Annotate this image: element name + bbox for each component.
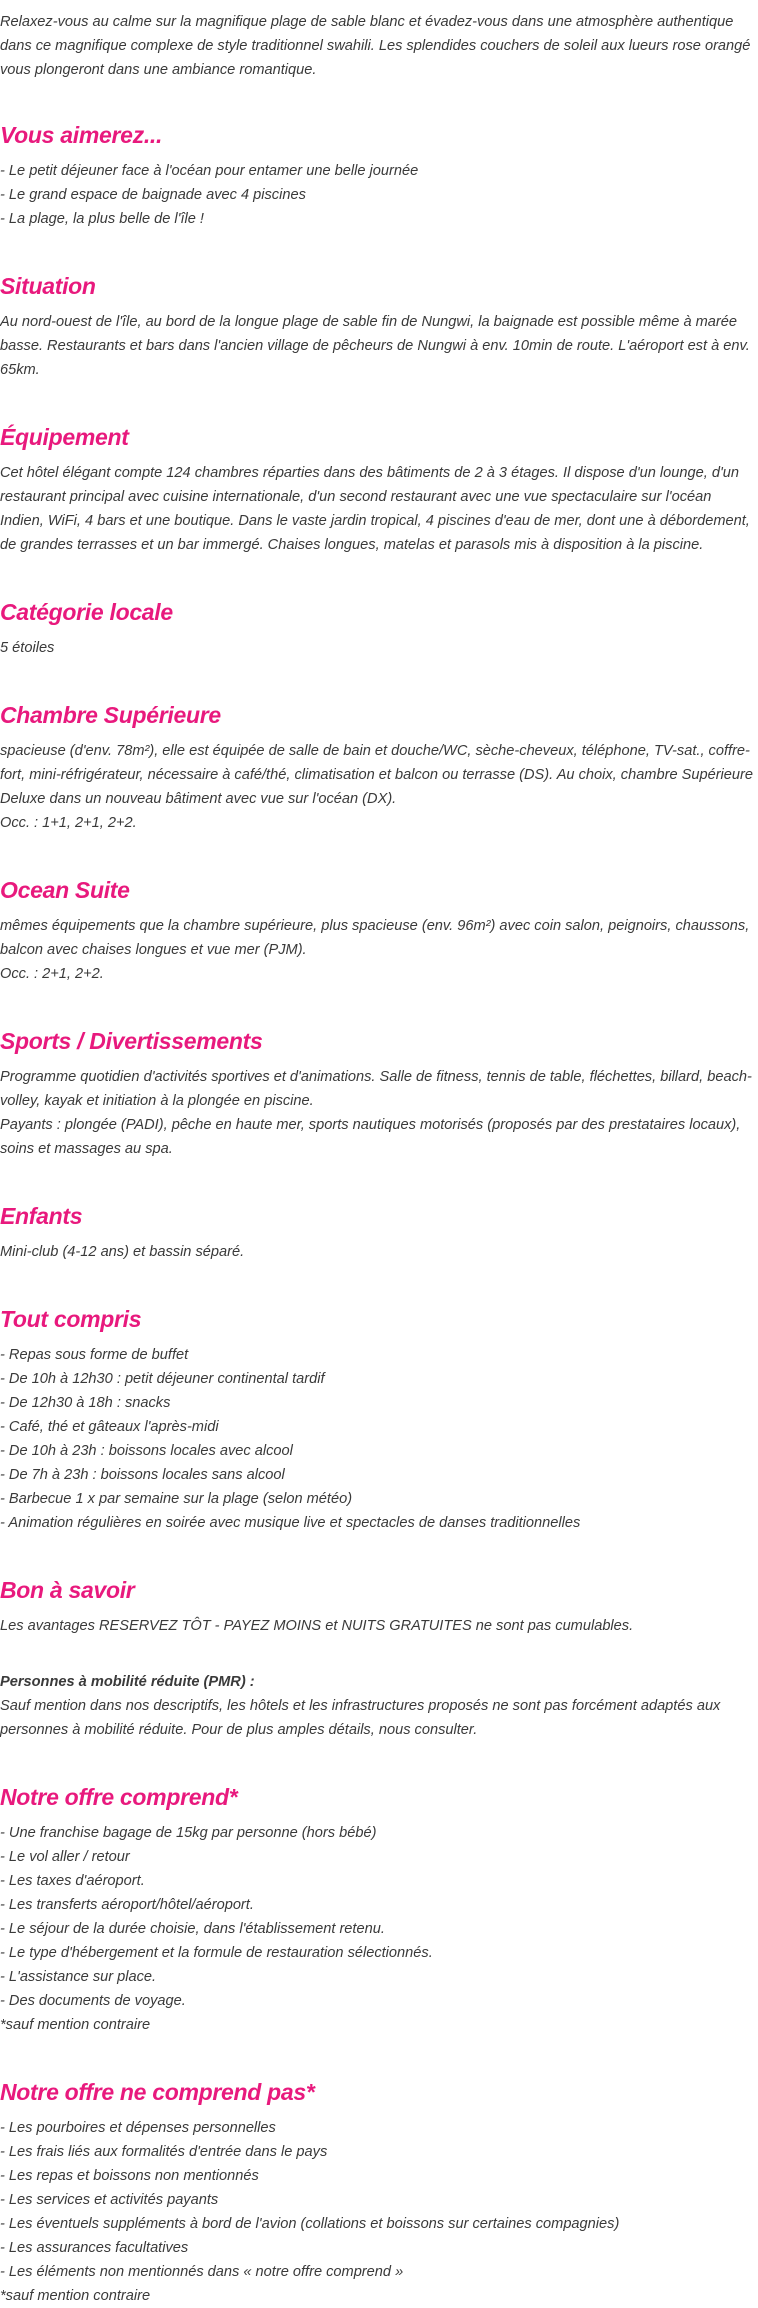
list-item: - De 7h à 23h : boissons locales sans alcool bbox=[0, 1467, 285, 1483]
vous-aimerez-list bbox=[0, 159, 758, 231]
section-equipement bbox=[0, 422, 758, 557]
section-title-categorie: Catégorie locale bbox=[0, 599, 173, 625]
list-item: - De 10h à 12h30 : petit déjeuner continental tardif bbox=[0, 1371, 325, 1387]
categorie-text: 5 étoiles bbox=[0, 640, 55, 656]
offre-comprend-list bbox=[0, 1821, 758, 2013]
list-item: - Les taxes d'aéroport. bbox=[0, 1873, 145, 1889]
section-bon-a-savoir bbox=[0, 1575, 758, 1742]
bon-a-savoir-text: Les avantages RESERVEZ TÔT - PAYEZ MOINS et NUITS GRATUITES ne sont pas cumulables. bbox=[0, 1618, 634, 1634]
pmr-title: Personnes à mobilité réduite (PMR) : bbox=[0, 1674, 255, 1690]
list-item: - Les repas et boissons non mentionnés bbox=[0, 2168, 259, 2184]
chambre-superieure-text: spacieuse (d'env. 78m²), elle est équipée de salle de bain et douche/WC, sèche-cheveux, téléphone, TV-sat., coffre-fort, mini-réfrigérateur, nécessaire à café/thé, climatisation et balcon ou terrasse (DS). Au choix, chambre Supérieure Deluxe dans un nouveau bâtiment avec vue sur l'océan (DX). bbox=[0, 743, 754, 807]
section-title-enfants: Enfants bbox=[0, 1203, 83, 1229]
list-item: - Les frais liés aux formalités d'entrée dans le pays bbox=[0, 2144, 328, 2160]
section-title-offre-comprend: Notre offre comprend* bbox=[0, 1784, 238, 1810]
list-item: - Les transferts aéroport/hôtel/aéroport. bbox=[0, 1897, 254, 1913]
offre-comprend-note: *sauf mention contraire bbox=[0, 2017, 151, 2033]
list-item: - Les services et activités payants bbox=[0, 2192, 219, 2208]
section-title-offre-ne-comprend-pas: Notre offre ne comprend pas* bbox=[0, 2079, 315, 2105]
section-title-bon-a-savoir: Bon à savoir bbox=[0, 1577, 135, 1603]
section-title-ocean-suite: Ocean Suite bbox=[0, 877, 130, 903]
section-offre-comprend bbox=[0, 1782, 758, 2037]
offre-ne-comprend-pas-note: *sauf mention contraire bbox=[0, 2288, 151, 2304]
list-item: - Les pourboires et dépenses personnelles bbox=[0, 2120, 276, 2136]
section-ocean-suite bbox=[0, 875, 758, 986]
section-title-sports: Sports / Divertissements bbox=[0, 1028, 263, 1054]
list-item: - Le séjour de la durée choisie, dans l'établissement retenu. bbox=[0, 1921, 385, 1937]
section-sports bbox=[0, 1026, 758, 1161]
list-item: - Animation régulières en soirée avec musique live et spectacles de danses traditionnelles bbox=[0, 1515, 581, 1531]
enfants-text: Mini-club (4-12 ans) et bassin séparé. bbox=[0, 1244, 245, 1260]
section-situation bbox=[0, 271, 758, 382]
list-item: - Café, thé et gâteaux l'après-midi bbox=[0, 1419, 219, 1435]
section-chambre-superieure bbox=[0, 700, 758, 835]
section-offre-ne-comprend-pas bbox=[0, 2077, 758, 2308]
list-item: - Le vol aller / retour bbox=[0, 1849, 130, 1865]
section-title-vous-aimerez: Vous aimerez... bbox=[0, 122, 163, 148]
list-item: - Barbecue 1 x par semaine sur la plage (selon météo) bbox=[0, 1491, 353, 1507]
sports-text: Programme quotidien d'activités sportives et d'animations. Salle de fitness, tennis de table, fléchettes, billard, beach-volley, kayak et initiation à la plongée en piscine. bbox=[0, 1069, 752, 1109]
spacer bbox=[0, 1638, 758, 1670]
list-item: - Les éléments non mentionnés dans « notre offre comprend » bbox=[0, 2264, 404, 2280]
intro-text: Relaxez-vous au calme sur la magnifique plage de sable blanc et évadez-vous dans une atmosphère authentique dans ce magnifique complexe de style traditionnel swahili. Les splendides couchers de soleil aux lueurs rose orangé vous plongeront dans une ambiance romantique. bbox=[0, 14, 751, 78]
section-vous-aimerez bbox=[0, 120, 758, 231]
list-item: - De 10h à 23h : boissons locales avec alcool bbox=[0, 1443, 293, 1459]
sports-payants-text: Payants : plongée (PADI), pêche en haute mer, sports nautiques motorisés (proposés par des prestataires locaux), soins et massages au spa. bbox=[0, 1117, 741, 1157]
pmr-text: Sauf mention dans nos descriptifs, les hôtels et les infrastructures proposés ne sont pas forcément adaptés aux personnes à mobilité réduite. Pour de plus amples détails, nous consulter. bbox=[0, 1698, 721, 1738]
chambre-superieure-occupancy: Occ. : 1+1, 2+1, 2+2. bbox=[0, 815, 137, 831]
list-item: - Le petit déjeuner face à l'océan pour entamer une belle journée bbox=[0, 163, 419, 179]
list-item: - La plage, la plus belle de l'île ! bbox=[0, 211, 204, 227]
section-enfants bbox=[0, 1201, 758, 1264]
situation-text: Au nord-ouest de l'île, au bord de la longue plage de sable fin de Nungwi, la baignade est possible même à marée basse. Restaurants et bars dans l'ancien village de pêcheurs de Nungwi à env. 10min de route. L'aéroport est à env. 65km. bbox=[0, 314, 750, 378]
list-item: - De 12h30 à 18h : snacks bbox=[0, 1395, 171, 1411]
section-title-chambre-superieure: Chambre Supérieure bbox=[0, 702, 221, 728]
list-item: - Les assurances facultatives bbox=[0, 2240, 189, 2256]
section-categorie bbox=[0, 597, 758, 660]
list-item: - Le type d'hébergement et la formule de restauration sélectionnés. bbox=[0, 1945, 433, 1961]
section-title-situation: Situation bbox=[0, 273, 96, 299]
ocean-suite-text: mêmes équipements que la chambre supérieure, plus spacieuse (env. 96m²) avec coin salon, peignoirs, chaussons, balcon avec chaises longues et vue mer (PJM). bbox=[0, 918, 750, 958]
list-item: - Le grand espace de baignade avec 4 piscines bbox=[0, 187, 306, 203]
offre-ne-comprend-pas-list bbox=[0, 2116, 758, 2284]
equipement-text: Cet hôtel élégant compte 124 chambres réparties dans des bâtiments de 2 à 3 étages. Il dispose d'un lounge, d'un restaurant principal avec cuisine internationale, d'un second restaurant avec une vue spectaculaire sur l'océan Indien, WiFi, 4 bars et une boutique. Dans le vaste jardin tropical, 4 piscines d'eau de mer, dont une à débordement, de grandes terrasses et un bar immergé. Chaises longues, matelas et parasols mis à disposition à la piscine. bbox=[0, 465, 750, 553]
section-title-tout-compris: Tout compris bbox=[0, 1306, 142, 1332]
section-tout-compris bbox=[0, 1304, 758, 1535]
ocean-suite-occupancy: Occ. : 2+1, 2+2. bbox=[0, 966, 104, 982]
section-title-equipement: Équipement bbox=[0, 424, 129, 450]
list-item: - Repas sous forme de buffet bbox=[0, 1347, 189, 1363]
tout-compris-list bbox=[0, 1343, 758, 1535]
list-item: - Une franchise bagage de 15kg par personne (hors bébé) bbox=[0, 1825, 377, 1841]
list-item: - L'assistance sur place. bbox=[0, 1969, 157, 1985]
list-item: - Les éventuels suppléments à bord de l'avion (collations et boissons sur certaines compagnies) bbox=[0, 2216, 620, 2232]
list-item: - Des documents de voyage. bbox=[0, 1993, 186, 2009]
